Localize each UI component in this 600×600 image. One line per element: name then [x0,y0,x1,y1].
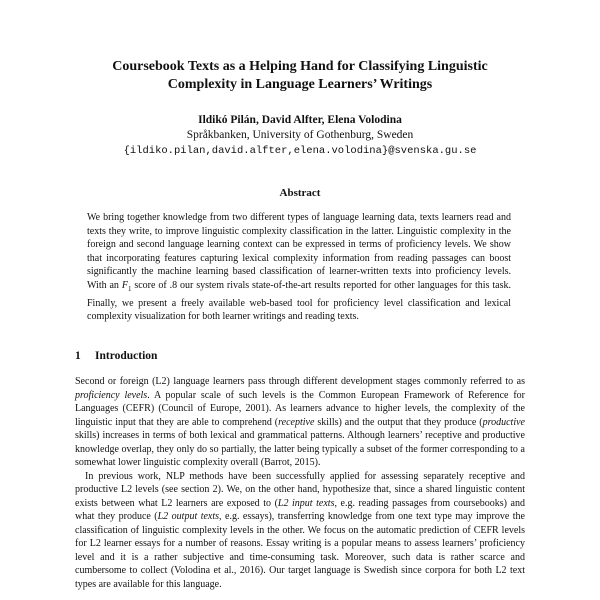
paper-authors: Ildikó Pilán, David Alfter, Elena Volodina [198,114,402,126]
intro-p1-text-g: skills) increases in terms of both lexical and grammatical patterns. Although learners’ receptive and productive knowledge overlap, they only do so partially, the latter being typically a subset of the former corresponding to a somewhat lower linguistic complexity overall (Barrot, 2015). [75,430,525,468]
intro-p2-text-a: In previous work, NLP methods have been successfully applied for assessing separately receptive and productive L2 levels (see section 2). We, on the other hand, hypothesize that, since a shared linguistic content exists between what L2 learners are exposed to ( [75,470,525,509]
abstract-heading: Abstract [279,187,321,199]
f1-score-subscript: 1 [127,284,132,293]
paper-affiliation: Språkbanken, University of Gothenburg, Sweden [186,129,414,141]
intro-p2-italic-b: L2 input texts [277,497,335,509]
intro-p1-italic-b: proficiency levels [75,389,148,401]
paper-title-line-2: Complexity in Language Learners’ Writings [167,77,433,92]
section-number: 1 [75,350,81,362]
paper-emails: {ildiko.pilan,david.alfter,elena.volodina}@svenska.gu.se [123,145,477,157]
paper-title [80,58,520,94]
paper-title-line-1: Coursebook Texts as a Helping Hand for Classifying Linguistic [112,59,488,74]
intro-p2-text-e: , e.g. essays), transferring knowledge from one text type may improve the classification of linguistic complexity levels in the other. We focus on the automatic prediction of CEFR levels for L2 learner essays for a number of reasons. Essay writing is a popular means to assess learners’ proficiency level and it is a rather subjective and time-consuming task. Moreover, such data is rather scarce and cumbersome to collect (Volodina et al., 2016). Our target language is Swedish since corpora for both L2 text types are available for this language. [75,511,525,590]
intro-p1-text-a: Second or foreign (L2) language learners pass through different development stages commonly referred to as [75,376,525,387]
intro-p1-text-e: skills) and the output that they produce ( [314,416,483,428]
introduction-paragraph-2 [75,470,525,592]
intro-p2-italic-d: L2 output texts [157,511,220,522]
introduction-body [75,375,525,591]
section-title: Introduction [95,350,158,362]
intro-p1-text-c: . A popular scale of such levels is the Common European Framework of Reference for Languages (CEFR) (Council of Europe, 2001). As learners advance to higher levels, the complexity of the linguistic input that they are able to comprehend ( [75,389,525,428]
intro-p1-italic-f: productive [482,416,525,428]
abstract-paragraph [87,211,511,324]
section-heading-introduction [75,349,535,363]
intro-p2-text-c: , e.g. reading passages from coursebooks) and what they produce ( [75,497,525,522]
f1-score-symbol: F [121,279,128,291]
abstract-text-part-1: We bring together knowledge from two different types of language learning data, texts learners read and texts they write, to improve linguistic complexity classification in the latter. Linguistic complexity in the foreign and second language learning context can be expressed in terms of proficiency levels. We show that incorporating features capturing lexical complexity information from reading passages can boost significantly the machine learning based classification of learner-written texts into proficiency levels. With an [87,212,511,291]
abstract-text-part-2: score of .8 our system rivals state-of-the-art results reported for other languages for this task. Finally, we present a freely available web-based tool for proficiency level classification and lexical complexity visualization for both learner writings and reading texts. [87,279,511,323]
intro-p1-italic-d: receptive [278,416,315,428]
introduction-paragraph-1 [75,375,525,470]
